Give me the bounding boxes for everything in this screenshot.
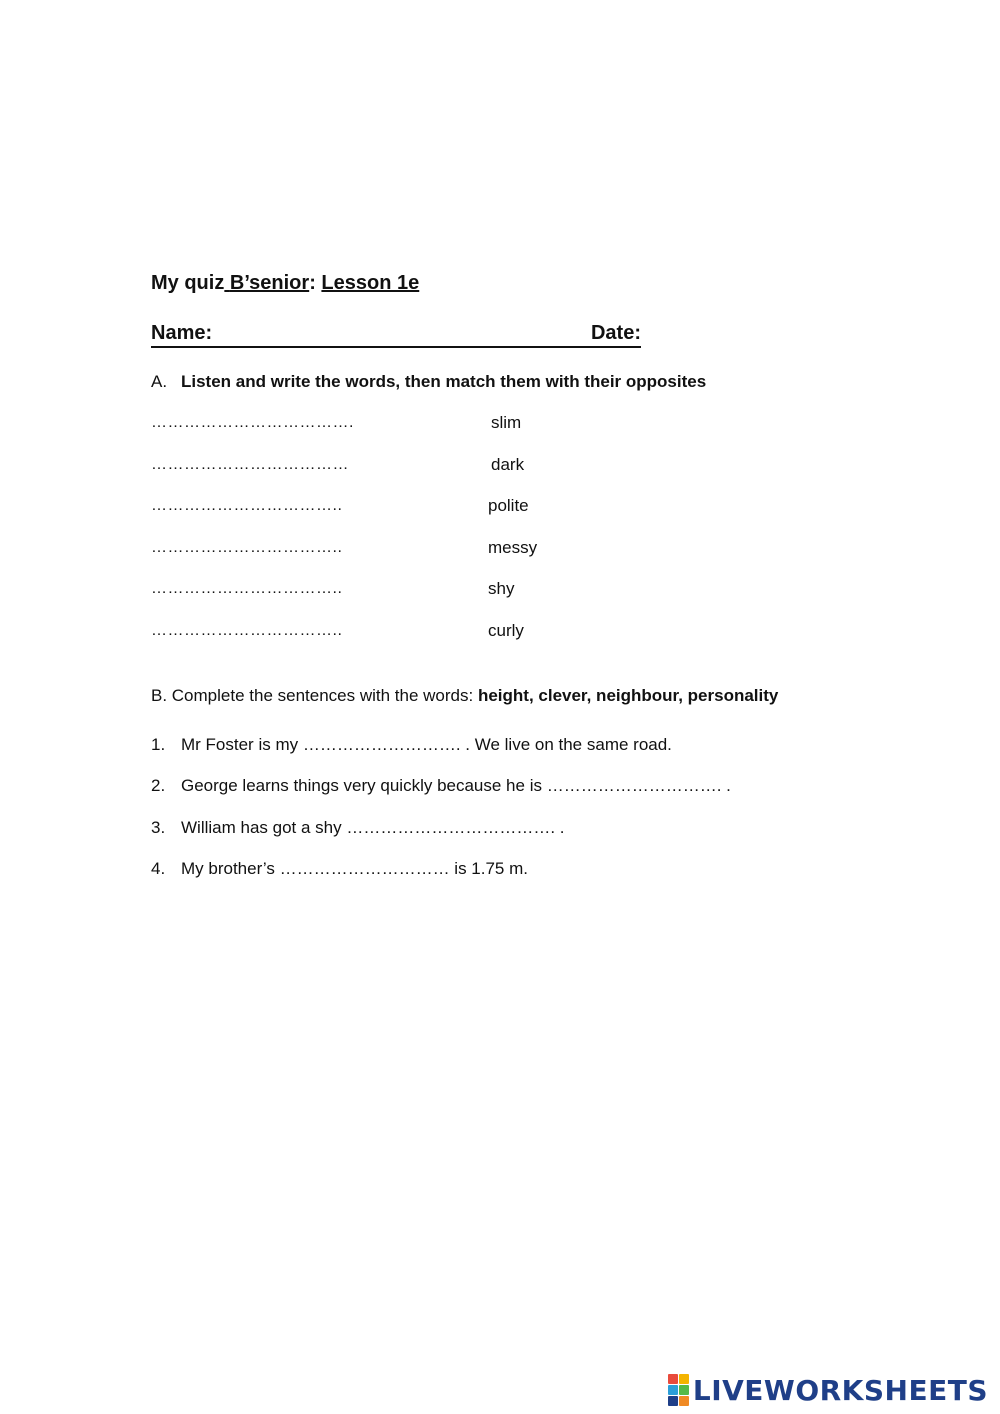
answer-blank-2[interactable]: ……………………………… [151, 456, 349, 473]
sentence-4[interactable] [151, 859, 528, 879]
opposite-word-6: curly [488, 621, 524, 640]
sentence-3[interactable] [151, 818, 565, 838]
answer-blank-4[interactable]: …………………………….. [151, 539, 343, 556]
sentence-number: 3. [151, 818, 166, 837]
answer-blank-1[interactable]: ………………………………. [151, 414, 354, 431]
logo-tiles-icon [668, 1374, 689, 1406]
date-label: Date: [590, 322, 641, 344]
sentence-text: My brother’s ………………………… is 1.75 m. [181, 859, 528, 878]
title-prefix: My quiz [151, 272, 225, 294]
sentence-2[interactable] [151, 776, 731, 796]
answer-blank-3[interactable]: …………………………….. [151, 497, 343, 514]
answer-blank-5[interactable]: …………………………….. [151, 580, 343, 597]
title-lesson: Lesson 1e [321, 272, 420, 294]
section-b-instruction [151, 686, 778, 706]
page-title [151, 272, 419, 295]
liveworksheets-logo [668, 1373, 988, 1407]
section-a-text: Listen and write the words, then match them with their opposites [181, 372, 707, 391]
name-label: Name: [151, 322, 213, 344]
section-b-text: B. Complete the sentences with the words: [151, 686, 478, 705]
opposite-word-3: polite [488, 496, 529, 515]
logo-text: LIVEWORKSHEETS [692, 1373, 988, 1407]
title-separator: : [309, 272, 316, 294]
sentence-text: William has got a shy ………………………………. . [181, 818, 565, 837]
opposite-word-2: dark [491, 455, 525, 474]
sentence-number: 4. [151, 859, 166, 878]
section-a-letter: A. [151, 372, 168, 391]
answer-blank-6[interactable]: …………………………….. [151, 622, 343, 639]
sentence-number: 1. [151, 735, 166, 754]
name-date-line[interactable] [151, 322, 641, 348]
title-class: B’senior [229, 272, 310, 294]
opposite-word-5: shy [488, 579, 515, 598]
section-b-word-bank: height, clever, neighbour, personality [477, 686, 779, 705]
sentence-1[interactable] [151, 735, 672, 755]
sentence-text: Mr Foster is my ………………………. . We live on the same road. [181, 735, 672, 754]
opposite-word-4: messy [488, 538, 538, 557]
section-a-instruction [151, 372, 706, 392]
sentence-text: George learns things very quickly because he is …………………………. . [181, 776, 731, 795]
opposite-word-1: slim [491, 413, 522, 432]
sentence-number: 2. [151, 776, 166, 795]
